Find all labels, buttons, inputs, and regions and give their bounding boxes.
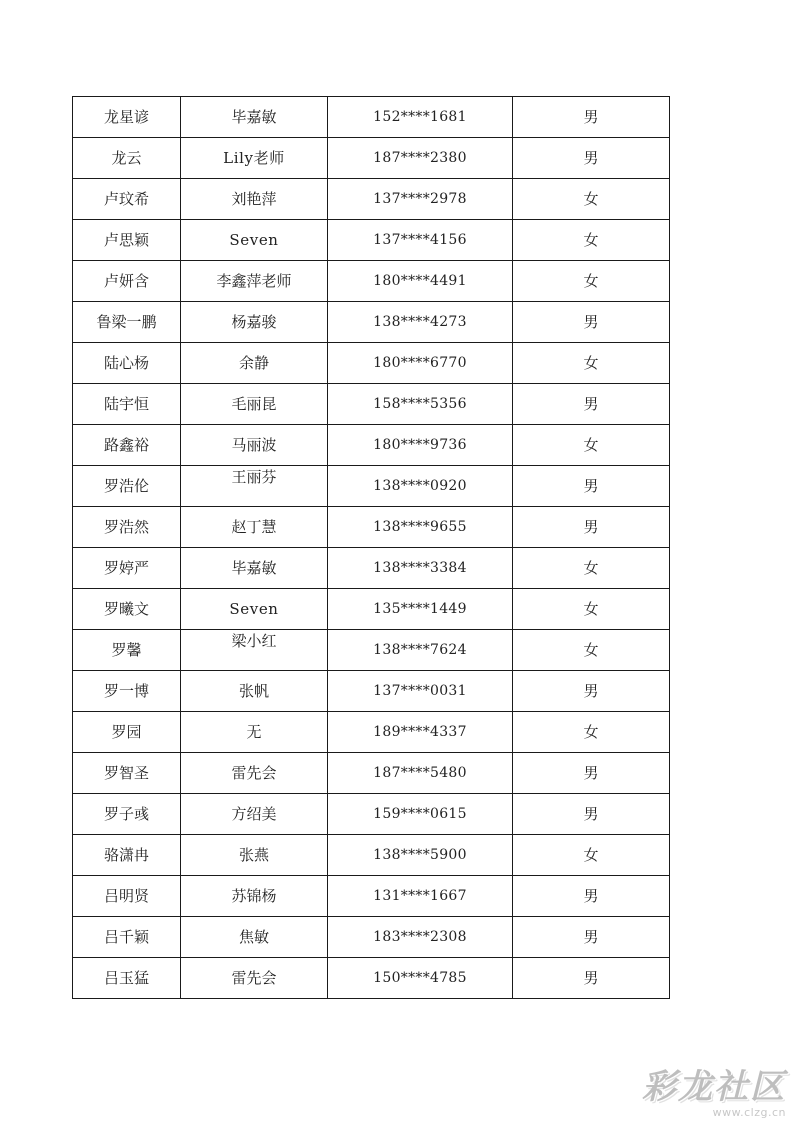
gender-cell	[513, 425, 670, 466]
phone-text: 159****0615	[373, 806, 467, 822]
gender-cell	[513, 712, 670, 753]
phone-text: 187****5480	[373, 765, 467, 781]
gender-cell	[513, 343, 670, 384]
teacher-name-cell	[181, 630, 328, 671]
teacher-name-text: 苏锦杨	[231, 887, 277, 905]
teacher-name-cell	[181, 794, 328, 835]
teacher-name-text: 毕嘉敏	[231, 108, 277, 126]
phone-cell	[328, 630, 513, 671]
phone-cell	[328, 220, 513, 261]
teacher-name-text: Seven	[229, 600, 279, 618]
student-name-cell	[73, 794, 181, 835]
student-name-text: 陆心杨	[103, 354, 149, 372]
student-name-text: 罗馨	[111, 641, 142, 659]
gender-cell	[513, 917, 670, 958]
gender-cell	[513, 384, 670, 425]
gender-text: 女	[583, 436, 599, 454]
student-name-text: 卢妍含	[103, 272, 149, 290]
roster-table	[72, 96, 670, 999]
table-row	[73, 958, 670, 999]
roster-sheet	[72, 96, 669, 999]
table-row	[73, 835, 670, 876]
teacher-name-text: 张燕	[238, 846, 269, 864]
table-row	[73, 507, 670, 548]
teacher-name-cell	[181, 753, 328, 794]
phone-text: 135****1449	[373, 601, 467, 617]
student-name-text: 罗婷严	[103, 559, 149, 577]
gender-text: 女	[583, 846, 599, 864]
teacher-name-cell	[181, 220, 328, 261]
table-row	[73, 179, 670, 220]
teacher-name-cell	[181, 466, 328, 507]
gender-text: 男	[583, 149, 599, 167]
phone-text: 180****6770	[373, 355, 467, 371]
gender-cell	[513, 876, 670, 917]
student-name-cell	[73, 548, 181, 589]
phone-text: 152****1681	[373, 109, 467, 125]
phone-cell	[328, 712, 513, 753]
phone-text: 180****9736	[373, 437, 467, 453]
student-name-cell	[73, 712, 181, 753]
gender-cell	[513, 835, 670, 876]
student-name-text: 罗一博	[103, 682, 149, 700]
phone-text: 189****4337	[373, 724, 467, 740]
gender-cell	[513, 630, 670, 671]
table-row	[73, 261, 670, 302]
table-row	[73, 671, 670, 712]
phone-cell	[328, 753, 513, 794]
table-row	[73, 138, 670, 179]
phone-cell	[328, 302, 513, 343]
teacher-name-text: 无	[246, 723, 262, 741]
phone-text: 138****5900	[373, 847, 467, 863]
gender-cell	[513, 138, 670, 179]
phone-text: 137****4156	[373, 232, 467, 248]
phone-text: 138****4273	[373, 314, 467, 330]
gender-text: 女	[583, 559, 599, 577]
phone-cell	[328, 97, 513, 138]
phone-text: 158****5356	[373, 396, 467, 412]
student-name-text: 卢思颖	[103, 231, 149, 249]
student-name-text: 罗子彧	[103, 805, 149, 823]
student-name-cell	[73, 835, 181, 876]
table-row	[73, 97, 670, 138]
teacher-name-text: 杨嘉骏	[231, 313, 277, 331]
gender-cell	[513, 671, 670, 712]
gender-text: 男	[583, 887, 599, 905]
gender-text: 男	[583, 477, 599, 495]
student-name-cell	[73, 261, 181, 302]
teacher-name-text: 梁小红	[231, 632, 277, 650]
teacher-name-cell	[181, 671, 328, 712]
student-name-text: 骆潇冉	[103, 846, 149, 864]
gender-text: 男	[583, 969, 599, 987]
teacher-name-cell	[181, 876, 328, 917]
gender-cell	[513, 589, 670, 630]
student-name-cell	[73, 630, 181, 671]
student-name-text: 路鑫裕	[103, 436, 149, 454]
phone-cell	[328, 261, 513, 302]
gender-text: 男	[583, 108, 599, 126]
student-name-cell	[73, 589, 181, 630]
gender-cell	[513, 548, 670, 589]
gender-text: 男	[583, 764, 599, 782]
phone-cell	[328, 466, 513, 507]
student-name-cell	[73, 343, 181, 384]
teacher-name-cell	[181, 835, 328, 876]
teacher-name-cell	[181, 589, 328, 630]
gender-text: 男	[583, 682, 599, 700]
teacher-name-cell	[181, 138, 328, 179]
teacher-name-cell	[181, 917, 328, 958]
student-name-cell	[73, 507, 181, 548]
teacher-name-text: 马丽波	[231, 436, 277, 454]
table-row	[73, 548, 670, 589]
gender-cell	[513, 958, 670, 999]
phone-cell	[328, 917, 513, 958]
gender-text: 女	[583, 231, 599, 249]
teacher-name-cell	[181, 712, 328, 753]
teacher-name-text: 雷先会	[231, 969, 277, 987]
student-name-text: 龙云	[111, 149, 142, 167]
student-name-cell	[73, 958, 181, 999]
student-name-text: 吕千颖	[103, 928, 149, 946]
phone-cell	[328, 425, 513, 466]
phone-text: 137****0031	[373, 683, 467, 699]
gender-cell	[513, 466, 670, 507]
teacher-name-cell	[181, 958, 328, 999]
table-row	[73, 302, 670, 343]
table-row	[73, 753, 670, 794]
student-name-text: 罗园	[111, 723, 142, 741]
gender-text: 男	[583, 928, 599, 946]
teacher-name-text: Seven	[229, 231, 279, 249]
student-name-text: 罗智圣	[103, 764, 149, 782]
teacher-name-text: 刘艳萍	[231, 190, 277, 208]
phone-cell	[328, 876, 513, 917]
watermark-logo-text: 彩龙社区	[642, 1067, 786, 1107]
student-name-text: 卢玟希	[103, 190, 149, 208]
teacher-name-text: 毕嘉敏	[231, 559, 277, 577]
phone-text: 183****2308	[373, 929, 467, 945]
student-name-cell	[73, 97, 181, 138]
student-name-cell	[73, 753, 181, 794]
phone-cell	[328, 179, 513, 220]
student-name-text: 陆宇恒	[103, 395, 149, 413]
table-row	[73, 466, 670, 507]
student-name-cell	[73, 220, 181, 261]
gender-cell	[513, 302, 670, 343]
student-name-text: 罗浩伦	[103, 477, 149, 495]
phone-text: 138****3384	[373, 560, 467, 576]
gender-cell	[513, 753, 670, 794]
phone-cell	[328, 794, 513, 835]
student-name-cell	[73, 384, 181, 425]
student-name-cell	[73, 179, 181, 220]
teacher-name-text: 雷先会	[231, 764, 277, 782]
teacher-name-cell	[181, 384, 328, 425]
gender-cell	[513, 220, 670, 261]
teacher-name-cell	[181, 425, 328, 466]
gender-text: 女	[583, 190, 599, 208]
teacher-name-cell	[181, 507, 328, 548]
phone-text: 187****2380	[373, 150, 467, 166]
teacher-name-cell	[181, 179, 328, 220]
phone-cell	[328, 671, 513, 712]
student-name-text: 龙星谚	[103, 108, 149, 126]
gender-text: 女	[583, 354, 599, 372]
phone-text: 150****4785	[373, 970, 467, 986]
table-row	[73, 589, 670, 630]
roster-body	[73, 97, 670, 999]
phone-text: 138****0920	[373, 478, 467, 494]
student-name-cell	[73, 917, 181, 958]
teacher-name-cell	[181, 343, 328, 384]
table-row	[73, 343, 670, 384]
student-name-text: 鲁梁一鹏	[96, 313, 157, 331]
gender-text: 男	[583, 518, 599, 536]
teacher-name-text: Lily老师	[223, 149, 285, 167]
phone-cell	[328, 548, 513, 589]
gender-cell	[513, 179, 670, 220]
phone-cell	[328, 343, 513, 384]
student-name-cell	[73, 138, 181, 179]
phone-cell	[328, 507, 513, 548]
student-name-cell	[73, 876, 181, 917]
phone-cell	[328, 138, 513, 179]
student-name-text: 罗曦文	[103, 600, 149, 618]
phone-text: 138****7624	[373, 642, 467, 658]
phone-cell	[328, 589, 513, 630]
teacher-name-text: 毛丽昆	[231, 395, 277, 413]
gender-text: 女	[583, 272, 599, 290]
student-name-cell	[73, 302, 181, 343]
student-name-cell	[73, 425, 181, 466]
table-row	[73, 712, 670, 753]
phone-text: 138****9655	[373, 519, 467, 535]
gender-text: 女	[583, 600, 599, 618]
gender-text: 男	[583, 395, 599, 413]
table-row	[73, 384, 670, 425]
teacher-name-cell	[181, 261, 328, 302]
gender-cell	[513, 794, 670, 835]
teacher-name-cell	[181, 548, 328, 589]
student-name-text: 罗浩然	[103, 518, 149, 536]
gender-text: 男	[583, 805, 599, 823]
gender-text: 男	[583, 313, 599, 331]
phone-text: 180****4491	[373, 273, 467, 289]
phone-text: 131****1667	[373, 888, 467, 904]
table-row	[73, 794, 670, 835]
gender-text: 女	[583, 723, 599, 741]
teacher-name-text: 王丽芬	[231, 468, 277, 486]
watermark-url: www.clzg.cn	[712, 1106, 786, 1119]
teacher-name-text: 张帆	[238, 682, 269, 700]
table-row	[73, 220, 670, 261]
phone-text: 137****2978	[373, 191, 467, 207]
student-name-cell	[73, 671, 181, 712]
teacher-name-text: 方绍美	[231, 805, 277, 823]
table-row	[73, 917, 670, 958]
teacher-name-cell	[181, 97, 328, 138]
table-row	[73, 630, 670, 671]
gender-cell	[513, 261, 670, 302]
teacher-name-text: 李鑫萍老师	[216, 272, 292, 290]
table-row	[73, 425, 670, 466]
student-name-text: 吕玉猛	[103, 969, 149, 987]
teacher-name-text: 焦敏	[238, 928, 269, 946]
gender-cell	[513, 507, 670, 548]
gender-cell	[513, 97, 670, 138]
table-row	[73, 876, 670, 917]
teacher-name-text: 赵丁慧	[231, 518, 277, 536]
teacher-name-cell	[181, 302, 328, 343]
phone-cell	[328, 835, 513, 876]
gender-text: 女	[583, 641, 599, 659]
phone-cell	[328, 958, 513, 999]
student-name-cell	[73, 466, 181, 507]
site-watermark	[638, 1059, 788, 1119]
phone-cell	[328, 384, 513, 425]
teacher-name-text: 余静	[238, 354, 269, 372]
student-name-text: 吕明贤	[103, 887, 149, 905]
